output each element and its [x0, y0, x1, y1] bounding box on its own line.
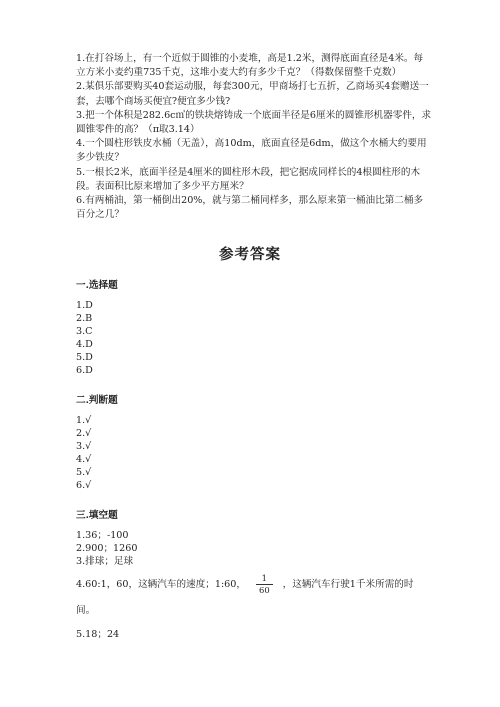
fraction-numerator: 1 — [261, 573, 267, 583]
list-item: 3.排球；足球 — [76, 556, 134, 568]
judge-answer-list — [76, 414, 91, 493]
problem-3: 3.把一个体积是282.6c㎥的铁块熔铸成一个底面半径是6厘米的圆锥形机器零件，求圆锥零件的高？（π取3.14） — [76, 109, 432, 136]
choice-answer-list — [76, 299, 93, 378]
fill-answer-4-after: ，这辆汽车行驶1千米所需的时间。 — [76, 579, 414, 616]
list-item: 5.D — [76, 352, 93, 364]
problem-list — [76, 52, 432, 222]
fraction — [256, 573, 273, 596]
fill-answer-list — [76, 529, 137, 568]
list-item: 2.√ — [76, 428, 92, 440]
list-item: 6.√ — [76, 480, 92, 492]
fill-answer-5: 5.18；24 — [76, 629, 120, 640]
fill-answer-4 — [76, 572, 432, 624]
list-item: 1.36；-100 — [76, 530, 129, 541]
problem-2: 2.某俱乐部要购买40套运动服，每套300元，甲商场打七五折，乙商场买4套赠送一套，去哪个商场买便宜?便宜多少钱? — [76, 81, 429, 107]
fill-answer-4-before: 4.60:1，60，这辆汽车的速度；1:60， — [76, 579, 246, 590]
list-item: 2.B — [76, 313, 93, 325]
problem-1: 1.在打谷场上，有一个近似于圆锥的小麦堆，高是1.2米，测得底面直径是4米。每立方米小麦约重735千克，这堆小麦大约有多少千克？（得数保留整千克数） — [76, 53, 424, 79]
list-item: 5.√ — [76, 467, 92, 479]
list-item: 3.C — [76, 326, 93, 338]
problem-4: 4.一个圆柱形铁皮水桶（无盖），高10dm，底面直径是6dm，做这个水桶大约要用多少铁皮？ — [76, 138, 427, 164]
fraction-denominator: 60 — [256, 584, 273, 596]
section-title-choice: 一.选择题 — [76, 280, 118, 291]
list-item: 6.D — [76, 365, 93, 377]
section-title-judge: 二.判断题 — [76, 395, 118, 406]
list-item: 1.√ — [76, 415, 92, 426]
list-item: 4.D — [76, 339, 93, 351]
section-title-fill: 三.填空题 — [76, 510, 118, 521]
answer-title: 参考答案 — [219, 246, 281, 263]
list-item: 3.√ — [76, 441, 92, 453]
list-item: 1.D — [76, 300, 93, 311]
list-item: 4.√ — [76, 454, 92, 466]
list-item: 2.900；1260 — [76, 543, 138, 555]
problem-5: 5.一根长2米，底面半径是4厘米的圆柱形木段，把它据成同样长的4根圆柱形的木段。表面积比原来增加了多少平方厘米？ — [76, 166, 421, 192]
problem-6: 6.有两桶油，第一桶倒出20%，就与第二桶同样多，那么原来第一桶油比第二桶多百分之几？ — [76, 195, 424, 221]
